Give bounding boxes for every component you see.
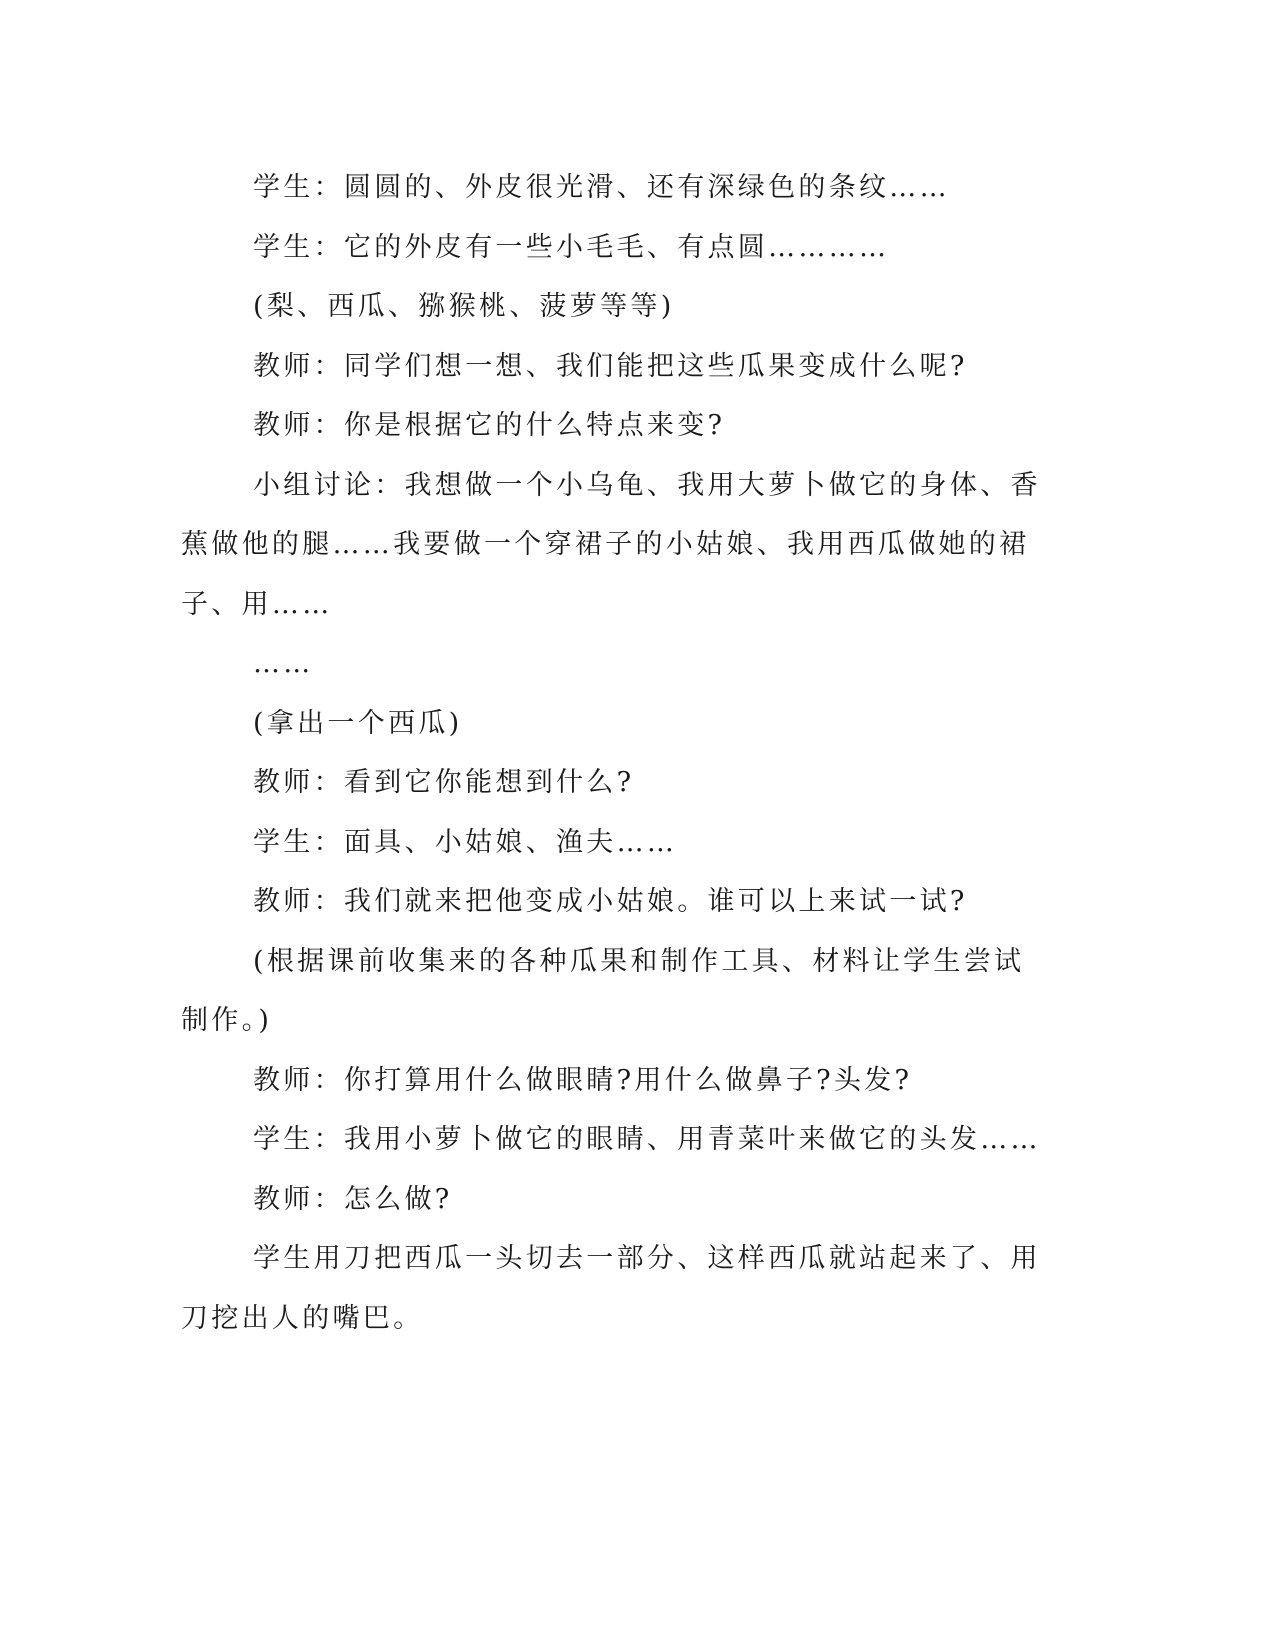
paragraph-student-answer-3: 学生：面具、小姑娘、渔夫…… [253,826,678,858]
paragraph-teacher-question-5: 教师：怎么做? [253,1183,453,1215]
paragraph-activity-note: (根据课前收集来的各种瓜果和制作工具、材料让学生尝试制作。) [181,945,1025,1036]
paragraph-teacher-question-1: 教师：同学们想一想、我们能把这些瓜果变成什么呢? [253,350,968,382]
document-body [181,158,1041,1348]
paragraph-take-out-watermelon: (拿出一个西瓜) [253,707,463,739]
paragraph-teacher-invite: 教师：我们就来把他变成小姑娘。谁可以上来试一试? [253,886,968,917]
paragraph-fruit-examples: (梨、西瓜、猕猴桃、菠萝等等) [253,291,675,322]
paragraph-group-discussion: 小组讨论：我想做一个小乌龟、我用大萝卜做它的身体、香蕉做他的腿……我要做一个穿裙子的小姑娘、我用西瓜做她的裙子、用…… [181,469,1041,620]
paragraph-teacher-question-4: 教师：你打算用什么做眼睛?用什么做鼻子?头发? [253,1064,913,1096]
paragraph-teacher-question-2: 教师：你是根据它的什么特点来变? [253,410,726,441]
paragraph-student-answer-2: 学生：它的外皮有一些小毛毛、有点圆………… [253,231,890,263]
paragraph-student-answer-4: 学生：我用小萝卜做它的眼睛、用青菜叶来做它的头发…… [253,1124,1041,1155]
paragraph-ellipsis: …… [253,648,314,679]
paragraph-teacher-question-3: 教师：看到它你能想到什么? [253,767,635,798]
paragraph-student-answer-1: 学生：圆圆的、外皮很光滑、还有深绿色的条纹…… [253,172,950,203]
paragraph-student-action: 学生用刀把西瓜一头切去一部分、这样西瓜就站起来了、用刀挖出人的嘴巴。 [181,1243,1041,1334]
